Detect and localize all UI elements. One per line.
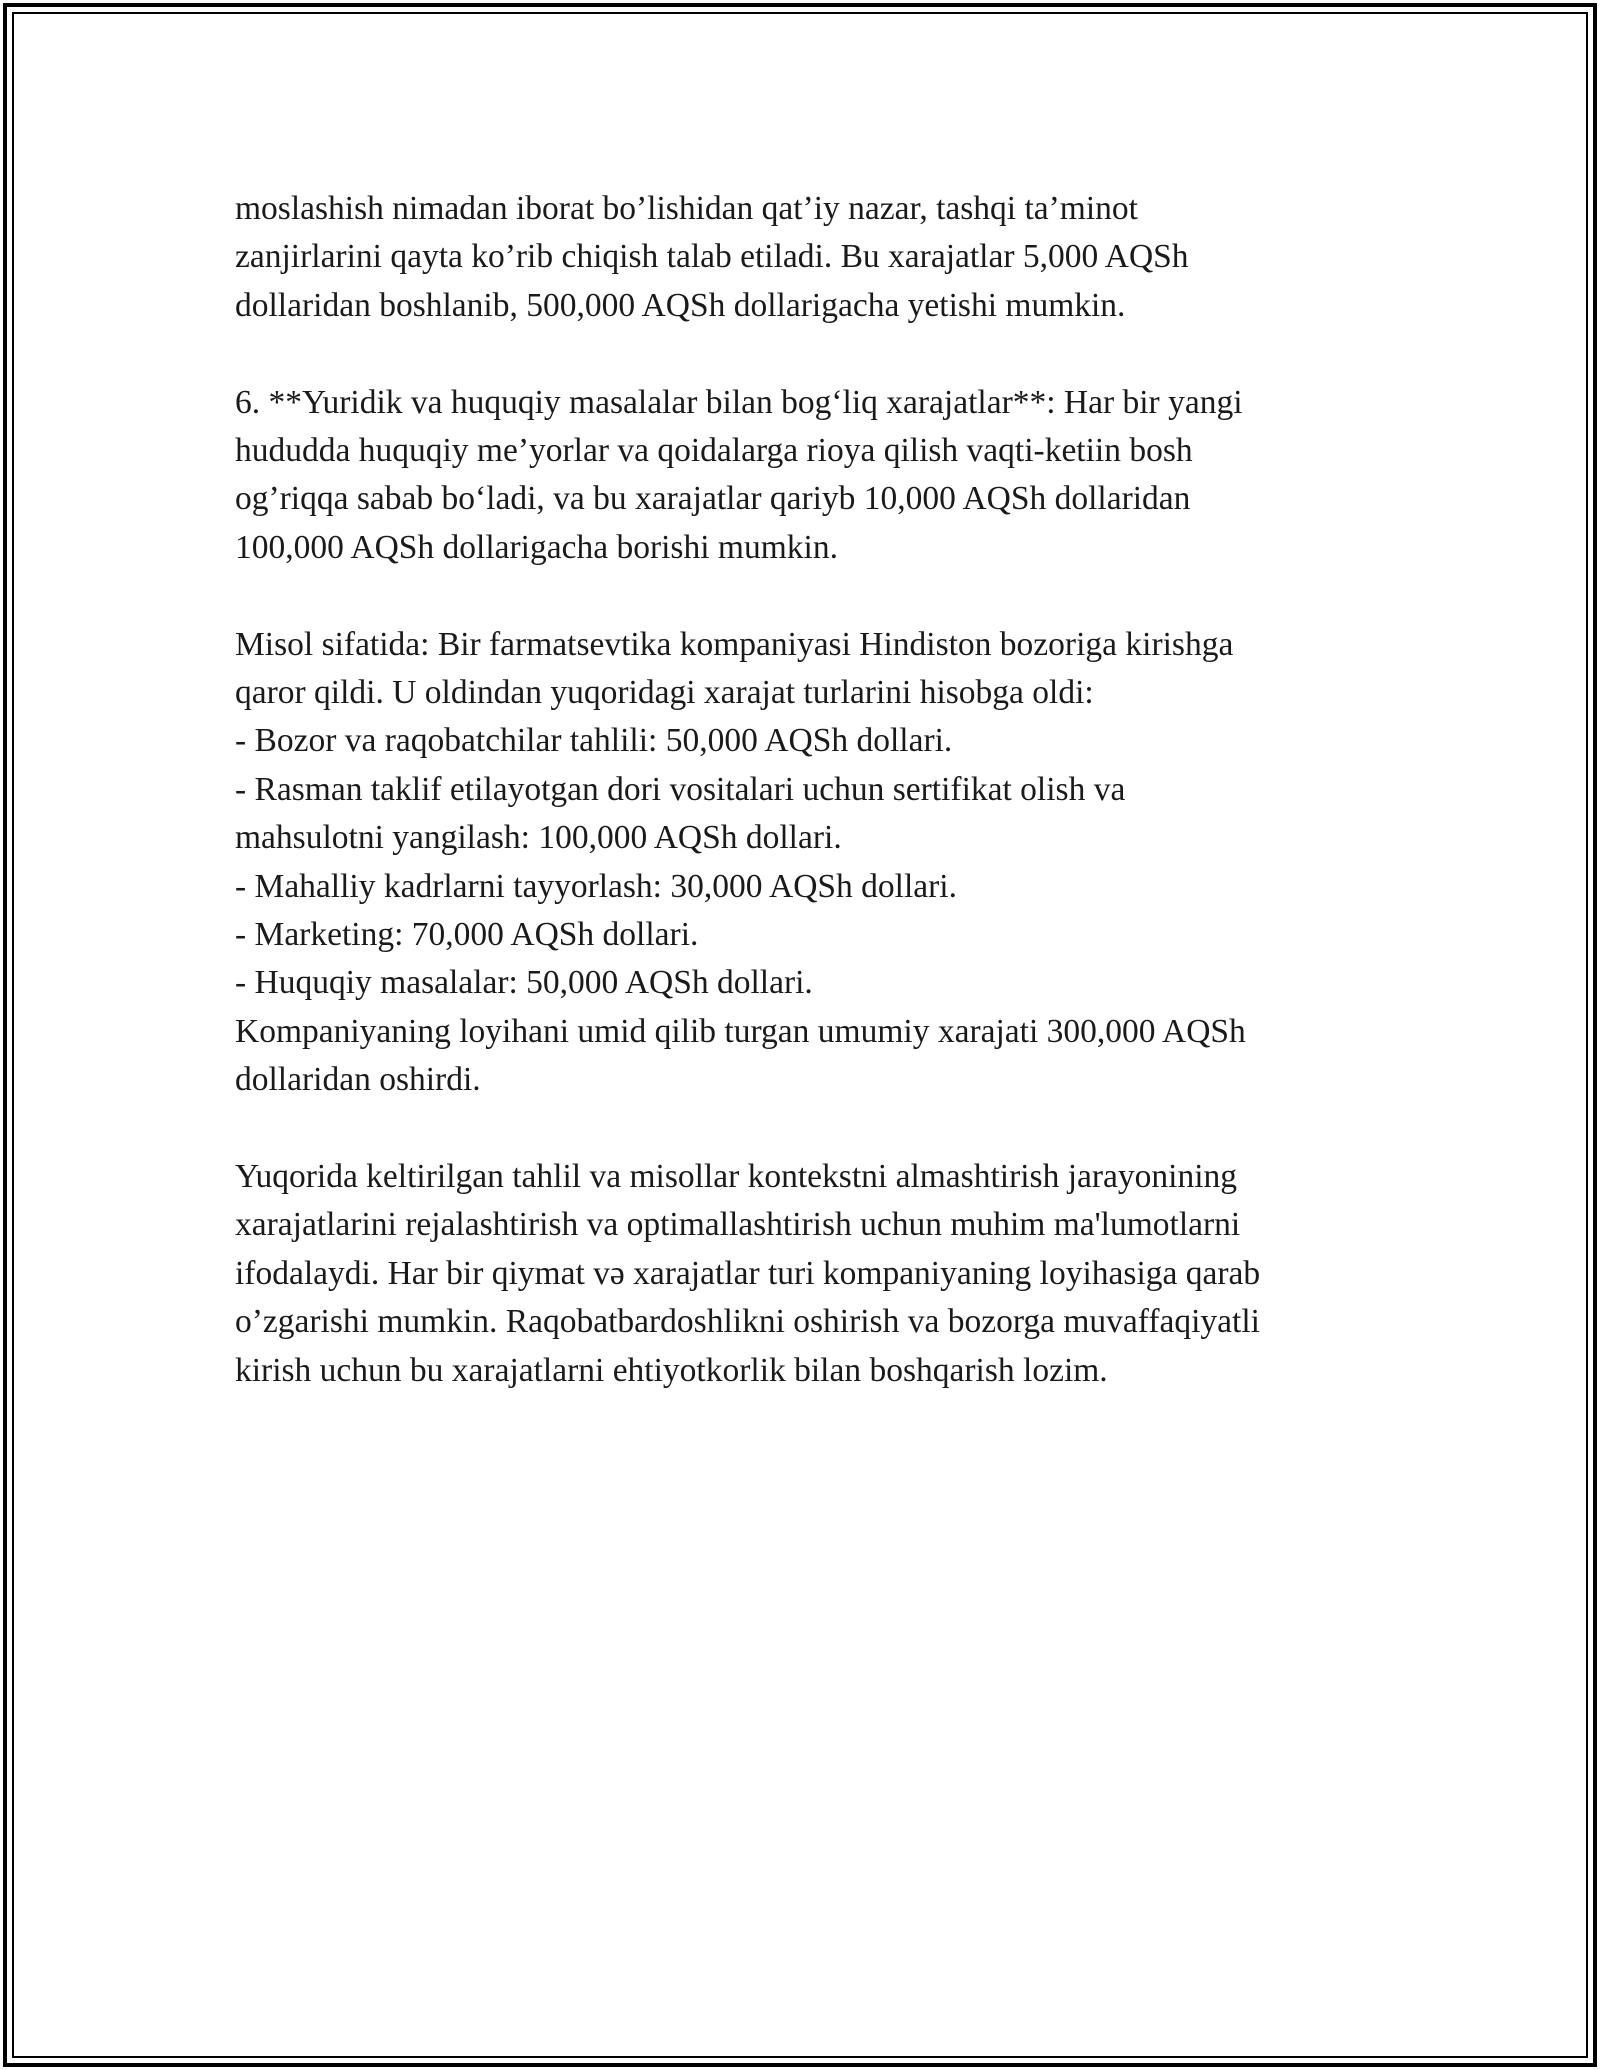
text-line: Kompaniyaning loyihani umid qilib turgan umumiy xarajati 300,000 AQSh: [235, 1012, 1246, 1050]
text-line: dollaridan oshirdi.: [235, 1061, 481, 1099]
text-line: ifodalaydi. Har bir qiymat və xarajatlar turi kompaniyaning loyihasiga qarab: [235, 1254, 1261, 1292]
document-body: [235, 185, 1395, 1444]
paragraph-supply-chain: [235, 185, 1395, 330]
list-item: - Bozor va raqobatchilar tahlili: 50,000 AQSh dollari.: [235, 722, 953, 760]
text-line: 100,000 AQSh dollarigacha borishi mumkin.: [235, 528, 838, 566]
text-line: moslashish nimadan iborat bo’lishidan qat’iy nazar, tashqi ta’minot: [235, 190, 1138, 227]
paragraph-conclusion: [235, 1153, 1395, 1395]
text-line: qaror qildi. U oldindan yuqoridagi xarajat turlarini hisobga oldi:: [235, 674, 1094, 712]
text-line: xarajatlarini rejalashtirish va optimallashtirish uchun muhim ma'lumotlarni: [235, 1206, 1241, 1244]
text-line: zanjirlarini qayta ko’rib chiqish talab etiladi. Bu xarajatlar 5,000 AQSh: [235, 238, 1189, 276]
text-line: kirish uchun bu xarajatlarni ehtiyotkorlik bilan boshqarish lozim.: [235, 1351, 1108, 1389]
text-line: og’riqqa sabab bo‘ladi, va bu xarajatlar qariyb 10,000 AQSh dollaridan: [235, 480, 1191, 518]
text-line: Misol sifatida: Bir farmatsevtika kompaniyasi Hindiston bozoriga kirishga: [235, 625, 1234, 663]
text-line: dollaridan boshlanib, 500,000 AQSh dollarigacha yetishi mumkin.: [235, 286, 1126, 324]
text-line: o’zgarishi mumkin. Raqobatbardoshlikni oshirish va bozorga muvaffaqiyatli: [235, 1303, 1260, 1341]
list-item-continuation: mahsulotni yangilash: 100,000 AQSh dollari.: [235, 819, 842, 857]
paragraph-legal-costs: [235, 379, 1395, 573]
list-item: - Marketing: 70,000 AQSh dollari.: [235, 916, 699, 954]
text-line: 6. **Yuridik va huquqiy masalalar bilan bog‘liq xarajatlar**: Har bir yangi: [235, 383, 1243, 421]
list-item: - Huquqiy masalalar: 50,000 AQSh dollari.: [235, 964, 813, 1002]
text-line: Yuqorida keltirilgan tahlil va misollar kontekstni almashtirish jarayonining: [235, 1158, 1238, 1196]
list-item: - Mahalliy kadrlarni tayyorlash: 30,000 AQSh dollari.: [235, 867, 957, 905]
list-item: - Rasman taklif etilayotgan dori vositalari uchun sertifikat olish va: [235, 770, 1126, 808]
text-line: hududda huquqiy me’yorlar va qoidalarga rioya qilish vaqti-ketiin bosh: [235, 432, 1193, 470]
paragraph-example: [235, 621, 1395, 1105]
